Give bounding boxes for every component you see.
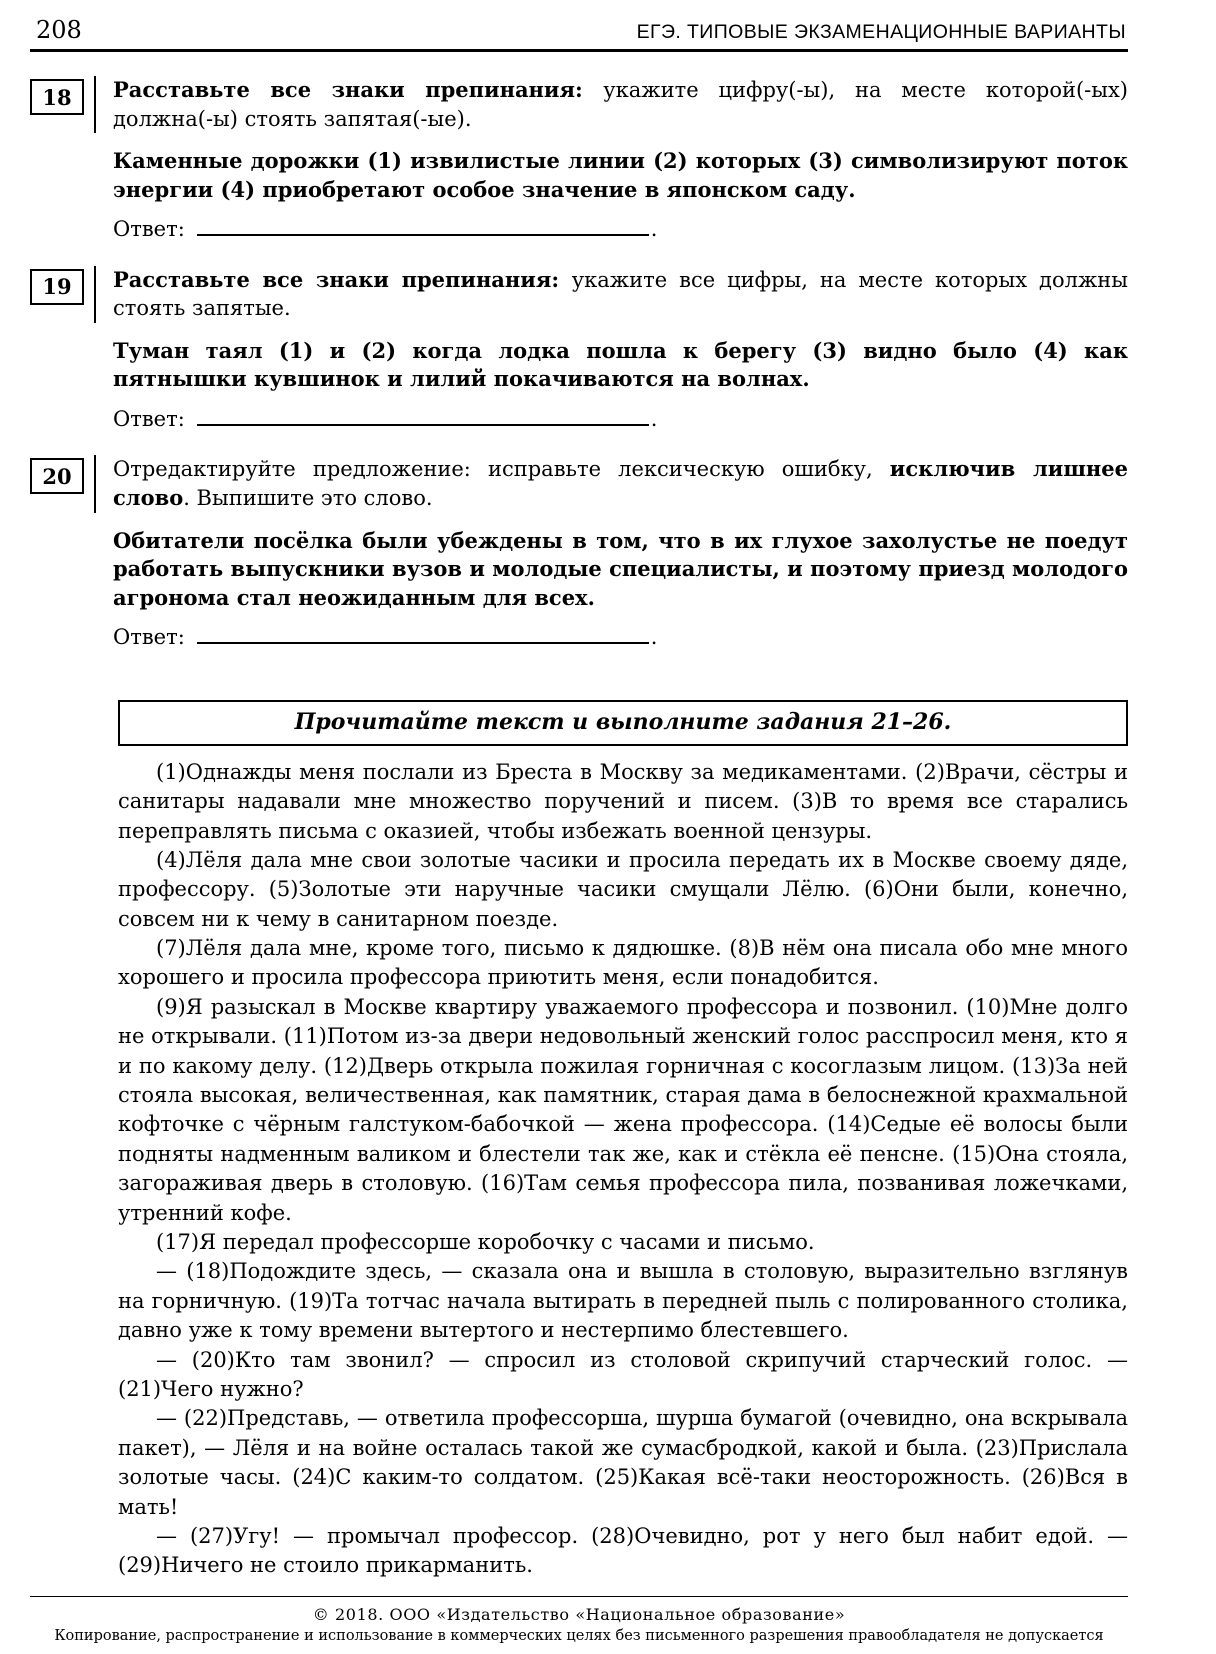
text-paragraph: (4)Лёля дала мне свои золотые часики и просила передать их в Москве своему дяде, профессору. (5)Золотые эти наручные часики смущали Лёлю. (6)Они были, конечно, совсем ни к чему в санитарном поезде. xyxy=(118,847,1128,931)
text-paragraph: — (27)Угу! — промычал профессор. (28)Очевидно, рот у него был набит едой. — (29)Ничего не стоило прикарманить. xyxy=(118,1523,1128,1578)
text-paragraph: — (18)Подождите здесь, — сказала она и вышла в столовую, выразительно взглянув на горничную. (19)Та тотчас начала вытирать в передней пыль с полированного столика, давно уже к тому времени вытертого и нестерпимо блестевшего. xyxy=(118,1259,1128,1343)
question-body xyxy=(94,455,1128,651)
copyright-line: © 2018. ООО «Издательство «Национальное образование» xyxy=(312,1605,846,1624)
instruction-segment: укажите все цифры, на месте которых должны стоять запятые. xyxy=(113,267,1128,321)
question-instruction xyxy=(94,455,1128,512)
question-task-text: Обитатели посёлка были убеждены в том, что в их глухое захолустье не поедут работать выпускники вузов и молодые специалисты, и поэтому приезд молодого агронома стал неожиданным для всех. xyxy=(113,527,1128,610)
answer-label: Ответ: xyxy=(113,406,185,431)
question-number-box: 18 xyxy=(30,79,84,115)
question-number-column xyxy=(30,455,94,651)
question-number-column xyxy=(30,76,94,244)
text-paragraph: — (22)Представь, — ответила профессорша, шурша бумагой (очевидно, она вскрывала пакет), — Лёля и на войне осталась такой же сумасбродкой, какой и была. (23)Прислала золотые часы. (24)С каким-то солдатом. (25)Какая всё-таки неосторожность. (26)Вся в мать! xyxy=(118,1406,1128,1519)
answer-blank xyxy=(197,216,649,236)
text-paragraph: (1)Однажды меня послали из Бреста в Москву за медикаментами. (2)Врачи, сёстры и санитары надавали мне множество поручений и писем. (3)В то время все старались переправлять письма с оказией, чтобы избежать военной цензуры. xyxy=(118,759,1128,843)
page-header xyxy=(30,16,1128,49)
text-paragraph: — (20)Кто там звонил? — спросил из столовой скрипучий старческий голос. — (21)Чего нужно? xyxy=(118,1347,1128,1401)
instruction-segment: Расставьте все знаки препинания: xyxy=(113,77,604,102)
question-task-text: Туман таял (1) и (2) когда лодка пошла к берегу (3) видно было (4) как пятнышки кувшинок и лилий покачиваются на волнах. xyxy=(113,337,1128,392)
footer-rule xyxy=(30,1596,1128,1597)
text-paragraph: (9)Я разыскал в Москве квартиру уважаемого профессора и позвонил. (10)Мне долго не открывали. (11)Потом из-за двери недовольный женский голос расспросил меня, кто я и по какому делу. (12)Дверь открыла пожилая горничная с косоглазым лицом. (13)За ней стояла высокая, величественная, как памятник, старая дама в белоснежной крахмальной кофточке с чёрным галстуком-бабочкой — жена профессора. (14)Седые её волосы были подняты надменным валиком и блестели так же, как и стёкла её пенсне. (15)Она стояла, загораживая дверь в столовую. (16)Там семья профессора пила, позванивая ложечками, утренний кофе. xyxy=(118,994,1128,1225)
answer-label: Ответ: xyxy=(113,625,185,650)
questions-section xyxy=(30,76,1128,674)
reading-instruction-box xyxy=(118,700,1128,746)
answer-row xyxy=(94,623,1128,652)
question-instruction xyxy=(94,266,1128,323)
answer-row xyxy=(94,215,1128,244)
answer-blank xyxy=(197,406,649,426)
instruction-segment: Отредактируйте предложение: исправьте лексическую ошибку, xyxy=(113,457,890,482)
answer-blank xyxy=(197,624,649,644)
question-body xyxy=(94,76,1128,244)
question-19 xyxy=(30,266,1128,434)
page-footer xyxy=(30,1582,1128,1644)
question-number-box: 19 xyxy=(30,269,84,305)
answer-suffix: . xyxy=(650,217,658,242)
question-number-column xyxy=(30,266,94,434)
question-task-text: Каменные дорожки (1) извилистые линии (2) которых (3) символизируют поток энергии (4) приобретают особое значение в японском саду. xyxy=(113,148,1128,202)
question-instruction xyxy=(94,76,1128,133)
instruction-segment: укажите цифру(-ы), на месте которой(-ых) должна(-ы) стоять запятая(-ые). xyxy=(113,78,1128,131)
instruction-segment: исключив лишнее слово xyxy=(113,456,1128,511)
answer-suffix: . xyxy=(650,625,658,650)
answer-row xyxy=(94,405,1128,434)
legal-line: Копирование, распространение и использование в коммерческих целях без письменного разрешения правообладателя не допускается xyxy=(54,1628,1104,1644)
page-number: 208 xyxy=(36,16,82,44)
answer-suffix: . xyxy=(650,406,658,431)
reading-text xyxy=(118,758,1128,1581)
question-20 xyxy=(30,455,1128,651)
answer-label: Ответ: xyxy=(113,217,185,242)
header-rule xyxy=(30,49,1128,52)
instruction-segment: . Выпишите это слово. xyxy=(183,486,433,511)
header-title: ЕГЭ. ТИПОВЫЕ ЭКЗАМЕНАЦИОННЫЕ ВАРИАНТЫ xyxy=(636,20,1126,43)
text-paragraph: (7)Лёля дала мне, кроме того, письмо к дядюшке. (8)В нём она писала обо мне много хорошего и просила профессора приютить меня, если понадобится. xyxy=(118,936,1128,990)
question-number-box: 20 xyxy=(30,458,84,494)
instruction-segment: Расставьте все знаки препинания: xyxy=(113,266,572,292)
reading-instruction-text: Прочитайте текст и выполните задания 21–26. xyxy=(294,708,952,735)
text-paragraph: (17)Я передал профессорше коробочку с часами и письмо. xyxy=(156,1230,815,1254)
question-18 xyxy=(30,76,1128,244)
question-body xyxy=(94,266,1128,434)
